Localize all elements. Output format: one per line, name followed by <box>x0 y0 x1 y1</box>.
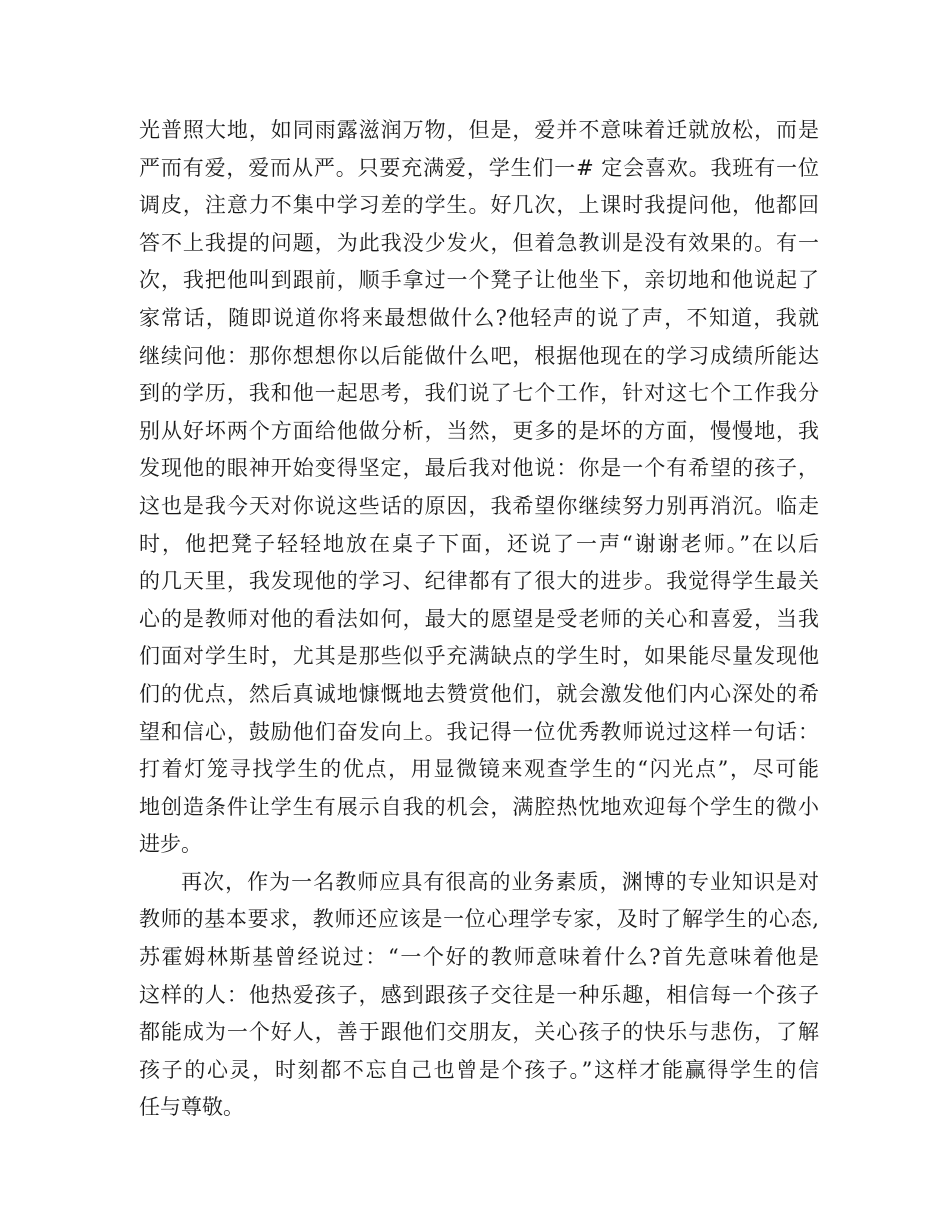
text-line: 这也是我今天对你说这些话的原因，我希望你继续努力别再消沉。临走 <box>139 493 819 518</box>
text-line: 发现他的眼神开始变得坚定，最后我对他说：你是一个有希望的孩子， <box>139 456 819 481</box>
text-line: 调皮，注意力不集中学习差的学生。好几次，上课时我提问他，他都回 <box>139 193 819 218</box>
text-line: 继续问他：那你想想你以后能做什么吧，根据他现在的学习成绩所能达 <box>139 343 819 368</box>
text-line: 时，他把凳子轻轻地放在桌子下面，还说了一声“谢谢老师。”在以后 <box>139 531 819 556</box>
paragraph-2 <box>139 864 819 1127</box>
text-line: 心的是教师对他的看法如何，最大的愿望是受老师的关心和喜爱，当我 <box>139 606 819 631</box>
text-line: 们面对学生时，尤其是那些似乎充满缺点的学生时，如果能尽量发现他 <box>139 644 819 669</box>
text-line: 苏霍姆林斯基曾经说过：“一个好的教师意味着什么?首先意味着他是 <box>139 945 819 970</box>
body-text <box>139 112 819 1127</box>
text-line: 地创造条件让学生有展示自我的机会，满腔热忱地欢迎每个学生的微小 <box>139 794 819 819</box>
text-line: 们的优点，然后真诚地慷慨地去赞赏他们，就会激发他们内心深处的希 <box>139 681 819 706</box>
text-line: 进步。 <box>139 832 202 857</box>
text-line: 家常话，随即说道你将来最想做什么?他轻声的说了声，不知道，我就 <box>139 305 819 330</box>
text-line: 望和信心，鼓励他们奋发向上。我记得一位优秀教师说过这样一句话： <box>139 719 819 744</box>
paragraph-1 <box>139 112 819 864</box>
text-line: 的几天里，我发现他的学习、纪律都有了很大的进步。我觉得学生最关 <box>139 569 819 594</box>
text-line: 别从好坏两个方面给他做分析，当然，更多的是坏的方面，慢慢地，我 <box>139 418 819 443</box>
text-line: 孩子的心灵，时刻都不忘自己也曾是个孩子。”这样才能赢得学生的信 <box>139 1057 819 1082</box>
text-line: 教师的基本要求，教师还应该是一位心理学专家，及时了解学生的心态, <box>139 907 819 932</box>
text-line: 严而有爱，爱而从严。只要充满爱，学生们一# 定会喜欢。我班有一位 <box>139 155 819 180</box>
text-line: 到的学历，我和他一起思考，我们说了七个工作，针对这七个工作我分 <box>139 381 819 406</box>
text-line: 再次，作为一名教师应具有很高的业务素质，渊博的专业知识是对 <box>181 869 819 894</box>
text-line: 次，我把他叫到跟前，顺手拿过一个凳子让他坐下，亲切地和他说起了 <box>139 268 819 293</box>
text-line: 答不上我提的问题，为此我没少发火，但着急教训是没有效果的。有一 <box>139 230 819 255</box>
text-line: 打着灯笼寻找学生的优点，用显微镜来观查学生的“闪光点”，尽可能 <box>139 757 819 782</box>
text-line: 光普照大地，如同雨露滋润万物，但是，爱并不意味着迁就放松，而是 <box>139 118 819 142</box>
text-line: 都能成为一个好人，善于跟他们交朋友，关心孩子的快乐与悲伤，了解 <box>139 1020 819 1045</box>
text-line: 任与尊敬。 <box>139 1095 244 1120</box>
text-line: 这样的人：他热爱孩子，感到跟孩子交往是一种乐趣，相信每一个孩子 <box>139 982 819 1007</box>
